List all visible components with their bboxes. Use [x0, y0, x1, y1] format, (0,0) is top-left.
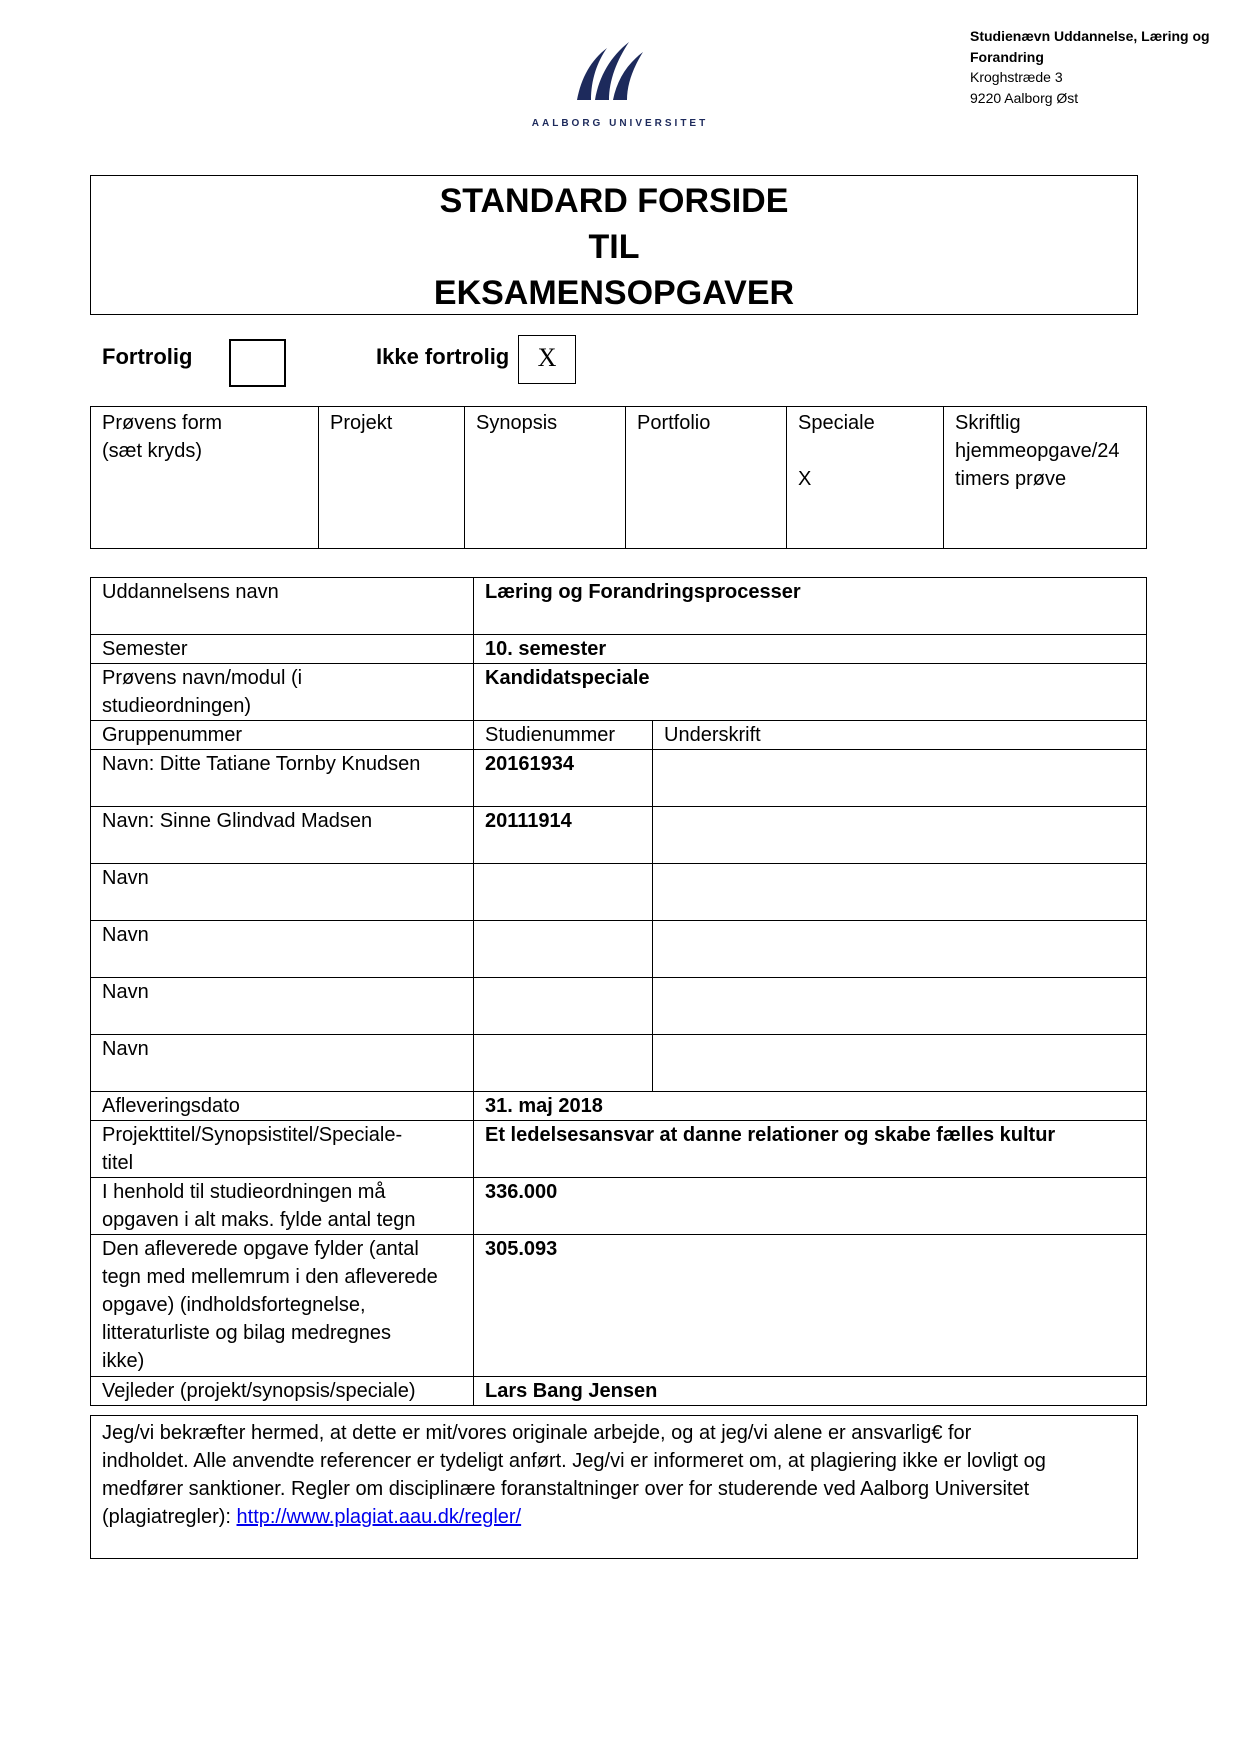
- student-name[interactable]: Navn: Sinne Glindvad Madsen: [91, 807, 474, 864]
- student-row: [91, 864, 1147, 921]
- option-speciale-label: Speciale: [798, 412, 875, 434]
- address-line-1: Studienævn Uddannelse, Læring og: [970, 28, 1210, 44]
- address-line-4: 9220 Aalborg Øst: [970, 89, 1079, 106]
- student-signature[interactable]: [653, 978, 1147, 1035]
- student-name[interactable]: Navn: [91, 1035, 474, 1092]
- plagiarism-rules-link[interactable]: http://www.plagiat.aau.dk/regler/: [236, 1506, 522, 1528]
- proeve-label-line-1: Prøvens navn/modul (i: [102, 667, 303, 689]
- student-signature[interactable]: [653, 807, 1147, 864]
- title-line-2: TIL: [588, 228, 640, 266]
- option-portfolio[interactable]: [626, 407, 787, 549]
- student-row: [91, 1035, 1147, 1092]
- student-number[interactable]: 20111914: [474, 807, 653, 864]
- student-name[interactable]: Navn: [91, 978, 474, 1035]
- vejleder-value[interactable]: Lars Bang Jensen: [474, 1377, 1147, 1406]
- fylder-label-line-3: opgave) (indholdsfortegnelse,: [102, 1294, 366, 1316]
- student-number[interactable]: [474, 864, 653, 921]
- exam-form-label: Prøvens form: [102, 412, 223, 434]
- option-portfolio-label: Portfolio: [637, 412, 711, 434]
- ikke-fortrolig-label: Ikke fortrolig: [376, 344, 510, 369]
- student-name[interactable]: Navn: [91, 921, 474, 978]
- titel-label-line-1: Projekttitel/Synopsistitel/Speciale-: [102, 1124, 403, 1146]
- option-skriftlig-line-1: Skriftlig: [955, 412, 1021, 434]
- maks-value[interactable]: 336.000: [474, 1178, 1147, 1235]
- proeve-value[interactable]: Kandidatspeciale: [474, 664, 1147, 721]
- vejleder-label: Vejleder (projekt/synopsis/speciale): [91, 1377, 474, 1406]
- student-row: [91, 921, 1147, 978]
- university-name: AALBORG UNIVERSITET: [531, 118, 709, 129]
- student-row: [91, 807, 1147, 864]
- titel-label: [91, 1121, 474, 1178]
- statement-line-1: Jeg/vi bekræfter hermed, at dette er mit/vores originale arbejde, og at jeg/vi alene er ansvarlig€ for: [102, 1422, 972, 1444]
- student-number[interactable]: [474, 978, 653, 1035]
- maks-label: [91, 1178, 474, 1235]
- table-row: [91, 1377, 1147, 1406]
- exam-form-hint: (sæt kryds): [102, 440, 202, 462]
- student-row: [91, 978, 1147, 1035]
- aau-logo: [520, 40, 720, 135]
- statement-line-3: medfører sanktioner. Regler om disciplinære foranstaltninger over for studerende ved Aalborg Universitet: [102, 1478, 1030, 1500]
- exam-form-table: [90, 406, 1147, 549]
- student-signature[interactable]: [653, 1035, 1147, 1092]
- underskrift-header: Underskrift: [653, 721, 1147, 750]
- maks-label-line-2: opgaven i alt maks. fylde antal tegn: [102, 1209, 416, 1231]
- option-speciale[interactable]: [787, 407, 944, 549]
- maks-label-line-1: I henhold til studieordningen må: [102, 1181, 386, 1203]
- semester-label: Semester: [91, 635, 474, 664]
- fylder-value[interactable]: 305.093: [474, 1235, 1147, 1377]
- address-line-3: Kroghstræde 3: [970, 69, 1063, 85]
- titel-value[interactable]: Et ledelsesansvar at danne relationer og skabe fælles kultur: [474, 1121, 1147, 1178]
- aau-waves-icon: [575, 40, 665, 102]
- option-synopsis-label: Synopsis: [476, 412, 558, 434]
- student-signature[interactable]: [653, 864, 1147, 921]
- student-signature[interactable]: [653, 750, 1147, 807]
- option-synopsis[interactable]: [465, 407, 626, 549]
- faculty-address: [970, 26, 1232, 108]
- student-name[interactable]: Navn: Ditte Tatiane Tornby Knudsen: [91, 750, 474, 807]
- table-row: [91, 578, 1147, 635]
- proeve-label-line-2: studieordningen): [102, 695, 251, 717]
- fortrolig-checkbox[interactable]: [229, 339, 286, 387]
- option-skriftlig-line-2: hjemmeopgave/24: [955, 440, 1120, 462]
- plagiarism-statement: [90, 1415, 1138, 1559]
- exam-form-label-cell: [91, 407, 319, 549]
- student-number[interactable]: [474, 921, 653, 978]
- table-row: [91, 635, 1147, 664]
- ikke-fortrolig-checkbox[interactable]: X: [518, 335, 576, 384]
- statement-line-4: [102, 1503, 1127, 1531]
- uddannelse-value[interactable]: Læring og Forandringsprocesser: [474, 578, 1147, 635]
- address-line-2: Forandring: [970, 48, 1044, 65]
- statement-line-2: indholdet. Alle anvendte referencer er tydeligt anført. Jeg/vi er informeret om, at plagiering ikke er lovligt og: [102, 1450, 1046, 1472]
- table-row: [91, 1092, 1147, 1121]
- fylder-label-line-1: Den afleverede opgave fylder (antal: [102, 1238, 419, 1260]
- table-row: [91, 721, 1147, 750]
- statement-prefix: (plagiatregler):: [102, 1506, 237, 1528]
- titel-label-line-2: titel: [102, 1152, 134, 1174]
- title-line-1: STANDARD FORSIDE: [439, 182, 789, 220]
- title-line-3: EKSAMENSOPGAVER: [433, 274, 795, 312]
- semester-value[interactable]: 10. semester: [474, 635, 1147, 664]
- afleveringsdato-value[interactable]: 31. maj 2018: [474, 1092, 1147, 1121]
- student-signature[interactable]: [653, 921, 1147, 978]
- fortrolig-label: Fortrolig: [102, 344, 193, 369]
- afleveringsdato-label: Afleveringsdato: [91, 1092, 474, 1121]
- student-number[interactable]: [474, 1035, 653, 1092]
- student-number[interactable]: 20161934: [474, 750, 653, 807]
- fylder-label: [91, 1235, 474, 1377]
- uddannelse-label: Uddannelsens navn: [91, 578, 474, 635]
- fylder-label-line-5: ikke): [102, 1350, 145, 1372]
- title-box: [90, 175, 1138, 315]
- studienummer-header: Studienummer: [474, 721, 653, 750]
- student-row: [91, 750, 1147, 807]
- exam-form-row: [91, 407, 1147, 549]
- table-row: [91, 1121, 1147, 1178]
- info-table: [90, 577, 1147, 1406]
- table-row: [91, 664, 1147, 721]
- proeve-label: [91, 664, 474, 721]
- option-skriftlig-line-3: timers prøve: [955, 468, 1067, 490]
- fylder-label-line-2: tegn med mellemrum i den afleverede: [102, 1266, 438, 1288]
- option-skriftlig[interactable]: [944, 407, 1147, 549]
- fylder-label-line-4: litteraturliste og bilag medregnes: [102, 1322, 392, 1344]
- table-row: [91, 1178, 1147, 1235]
- gruppe-label: Gruppenummer: [91, 721, 474, 750]
- option-projekt-label: Projekt: [330, 412, 393, 434]
- student-name[interactable]: Navn: [91, 864, 474, 921]
- option-speciale-mark: X: [798, 468, 812, 490]
- option-projekt[interactable]: [319, 407, 465, 549]
- table-row: [91, 1235, 1147, 1377]
